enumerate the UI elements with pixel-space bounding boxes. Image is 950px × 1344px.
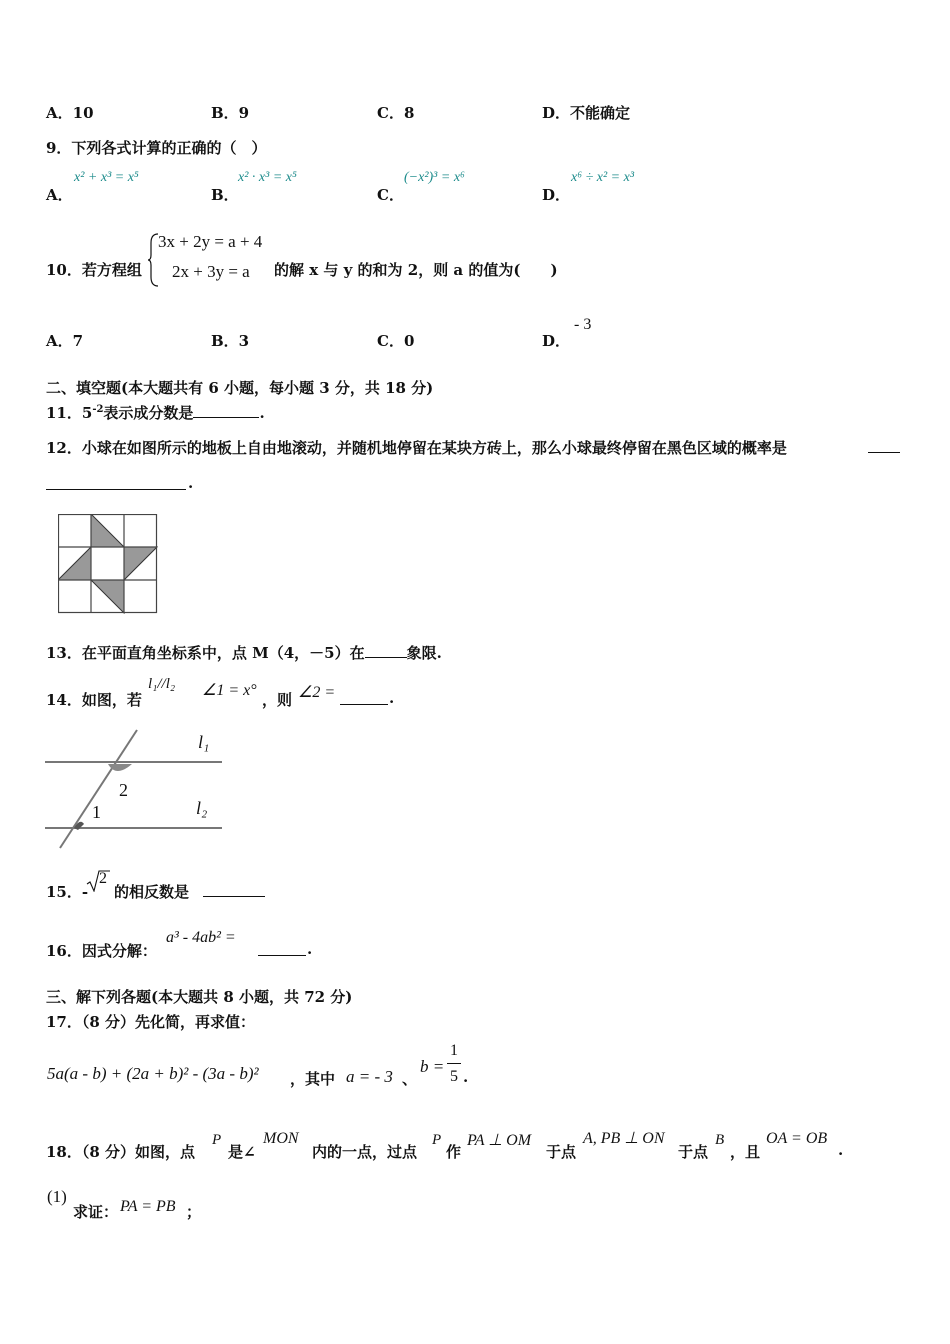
q15-prefix: 15．- <box>46 883 89 901</box>
q18-t6: 于点 <box>678 1143 709 1161</box>
q13-tail: 象限. <box>406 644 442 662</box>
q17-stem: 17．（8 分）先化简，再求值： <box>46 1013 256 1031</box>
q12-blank-end[interactable] <box>46 474 186 490</box>
q14-end: . <box>389 689 395 707</box>
q9-a-expr: x² + x³ = x⁵ <box>74 170 139 185</box>
q18-t4: 作 <box>446 1143 462 1161</box>
q9-b-label: B． <box>211 186 239 204</box>
q9-c-label: C． <box>377 186 404 204</box>
q8-option-b: B．9 <box>211 104 250 122</box>
q17-end: . <box>463 1068 469 1086</box>
q11 <box>46 402 265 423</box>
q18-t5: 于点 <box>546 1143 577 1161</box>
q18-angle-mon: MON <box>263 1130 299 1147</box>
q10-option-d-label: D． <box>542 332 571 350</box>
q14-condition: l₁//l₂ <box>148 676 176 692</box>
q14-prefix: 14．如图，若 <box>46 691 142 709</box>
q16-expression: a³ - 4ab² = <box>166 929 236 946</box>
q14-angle2: ∠2 = <box>298 684 336 701</box>
q18-point-p: P <box>212 1132 222 1148</box>
q17-b-denominator: 5 <box>450 1068 458 1085</box>
q18-part1-end: ； <box>186 1203 202 1221</box>
q9-d-label: D． <box>542 186 571 204</box>
q18-equality: OA = OB <box>766 1130 828 1147</box>
q14-mid: ，则 <box>262 691 293 709</box>
q10-eq1: 3x + 2y = a + 4 <box>158 232 263 251</box>
fraction-bar <box>447 1063 461 1064</box>
q11-blank[interactable] <box>193 403 259 418</box>
q18-point-p2: P <box>432 1132 442 1148</box>
q18-perp1: PA ⊥ OM <box>467 1132 532 1149</box>
q14-angle1: ∠1 = x° <box>202 682 257 699</box>
q13 <box>46 642 442 663</box>
q9-a-label: A． <box>46 186 73 204</box>
q17-separator: 、 <box>402 1070 418 1088</box>
q18-t1: 18．（8 分）如图，点 <box>46 1143 196 1161</box>
q17-b-lhs: b = <box>420 1057 445 1076</box>
section-2-heading: 二、填空题(本大题共有 6 小题，每小题 3 分，共 18 分) <box>46 379 434 397</box>
q13-blank[interactable] <box>365 643 407 658</box>
floor-tile-figure <box>58 514 158 614</box>
q12-text: 12．小球在如图所示的地板上自由地滚动，并随机地停留在某块方砖上，那么小球最终停留在黑色区域的概率是 <box>46 439 787 457</box>
q18-t7: ，且 <box>730 1143 761 1161</box>
q17-mid: ，其中 <box>290 1070 336 1088</box>
q11-end: . <box>259 404 265 422</box>
q13-text: 13．在平面直角坐标系中，点 M（4，－5）在 <box>46 644 365 662</box>
fig-label-l1: l₁ <box>198 732 210 752</box>
section-3-heading: 三、解下列各题(本大题共 8 小题，共 72 分) <box>46 988 353 1006</box>
q9-d-expr: x⁶ ÷ x² = x³ <box>571 170 635 185</box>
q16-blank[interactable] <box>258 940 306 956</box>
q16-prefix: 16．因式分解： <box>46 942 157 960</box>
fig-label-l2: l₂ <box>196 798 208 818</box>
q18-part1-number: (1) <box>47 1187 67 1206</box>
q10-option-d-value: - 3 <box>574 316 592 333</box>
q11-text: 表示成分数是 <box>103 404 194 422</box>
q9-stem: 9．下列各式计算的正确的（ ） <box>46 139 267 157</box>
q10-number: 10．若方程组 <box>46 261 142 279</box>
q17-expression: 5a(a - b) + (2a + b)² - (3a - b)² <box>47 1064 259 1083</box>
q12-blank-start[interactable] <box>868 437 900 453</box>
q17-b-numerator: 1 <box>450 1042 458 1059</box>
q18-part1-expression: PA = PB <box>120 1198 176 1215</box>
fig-label-angle1: 1 <box>92 802 101 822</box>
q15-radicand: 2 <box>99 870 107 887</box>
q15-blank[interactable] <box>203 881 265 897</box>
q17-a-value: a = - 3 <box>346 1067 393 1086</box>
q18-perp2: A, PB ⊥ ON <box>583 1130 665 1147</box>
q15-text: 的相反数是 <box>114 883 190 901</box>
q8-option-a: A．10 <box>46 104 94 122</box>
q8-option-d: D．不能确定 <box>542 104 631 122</box>
q11-exponent: -2 <box>92 404 104 415</box>
q18-point-b: B <box>715 1132 725 1148</box>
q11-prefix: 11．5 <box>46 404 93 422</box>
q10-tail: 的解 x 与 y 的和为 2，则 a 的值为( ) <box>274 261 558 279</box>
q14-blank[interactable] <box>340 689 388 705</box>
q18-t3: 内的一点，过点 <box>312 1143 418 1161</box>
q10-option-c: C．0 <box>377 332 415 350</box>
q18-end: . <box>838 1141 844 1159</box>
q18-part1-text: 求证： <box>73 1203 119 1221</box>
q8-option-c: C．8 <box>377 104 415 122</box>
q10-eq2: 2x + 3y = a <box>172 262 250 281</box>
q16-end: . <box>307 940 313 958</box>
q9-b-expr: x² · x³ = x⁵ <box>238 170 297 185</box>
q10-option-a: A．7 <box>46 332 84 350</box>
q9-c-expr: (−x²)³ = x⁶ <box>404 170 465 185</box>
q12-end: . <box>188 474 194 492</box>
q10-option-b: B．3 <box>211 332 250 350</box>
fig-label-angle2: 2 <box>119 780 128 800</box>
q18-t2: 是∠ <box>228 1143 256 1161</box>
